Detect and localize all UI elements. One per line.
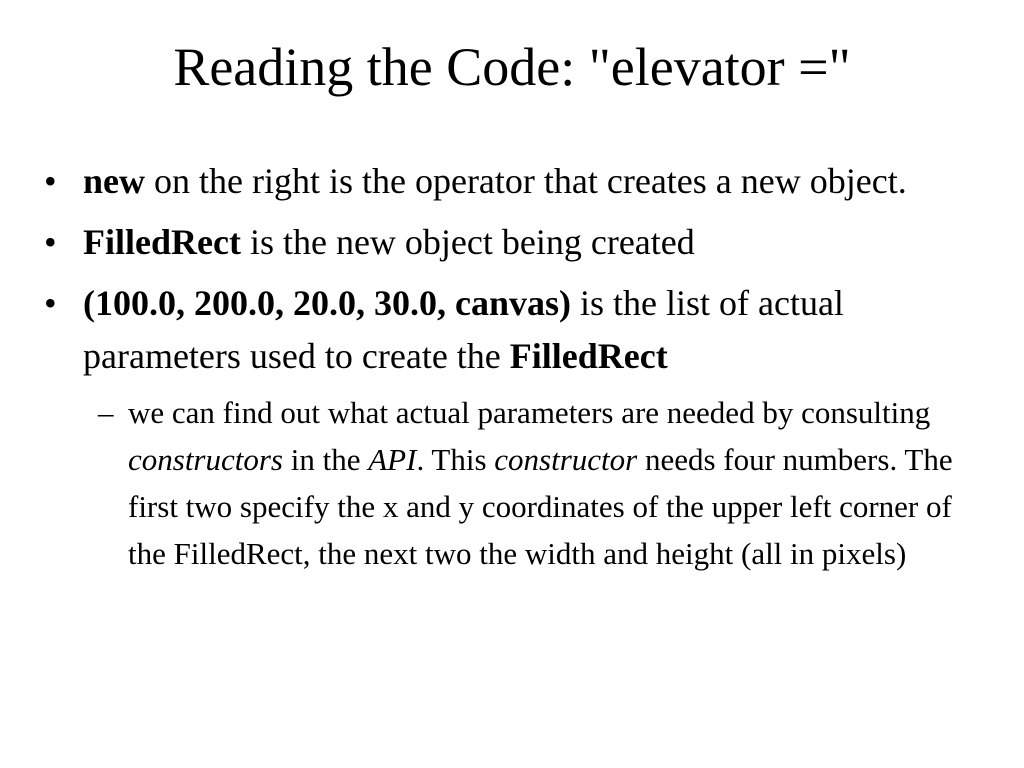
bullet-new-operator bbox=[44, 155, 974, 208]
bullet-text: is the list of actual parameters used to create the bbox=[83, 283, 844, 376]
sub-bullet-marker: – bbox=[98, 395, 114, 430]
sub-bullet-constructor-explanation bbox=[83, 389, 958, 577]
term-constructors: constructors bbox=[128, 442, 283, 477]
sub-bullet-list bbox=[83, 389, 974, 577]
bullet-marker: • bbox=[44, 161, 57, 201]
parameter-list: (100.0, 200.0, 20.0, 30.0, canvas) bbox=[83, 283, 571, 323]
slide-title: Reading the Code: "elevator =" bbox=[173, 37, 851, 97]
bullet-text: on the right is the operator that creates a new object. bbox=[145, 161, 907, 201]
keyword-filledrect: FilledRect bbox=[83, 222, 241, 262]
bullet-marker: • bbox=[44, 283, 57, 323]
sub-bullet-text: we can find out what actual parameters are needed by consulting bbox=[128, 395, 931, 430]
sub-bullet-text: . This bbox=[416, 442, 495, 477]
bullet-text: is the new object being created bbox=[240, 222, 695, 262]
bullet-actual-parameters bbox=[44, 277, 974, 577]
bullet-filledrect-object bbox=[44, 216, 974, 269]
term-constructor: constructor bbox=[494, 442, 638, 477]
keyword-filledrect: FilledRect bbox=[509, 336, 668, 376]
bullet-marker: • bbox=[44, 222, 57, 262]
term-api: API bbox=[368, 442, 417, 477]
sub-bullet-text: needs four numbers. The first two specify the x and y coordinates of the upper left corner of the FilledRect, the next two the width and height (all in pixels) bbox=[128, 442, 953, 571]
bullet-list bbox=[44, 155, 974, 585]
sub-bullet-text: in the bbox=[283, 442, 369, 477]
keyword-new: new bbox=[83, 161, 145, 201]
